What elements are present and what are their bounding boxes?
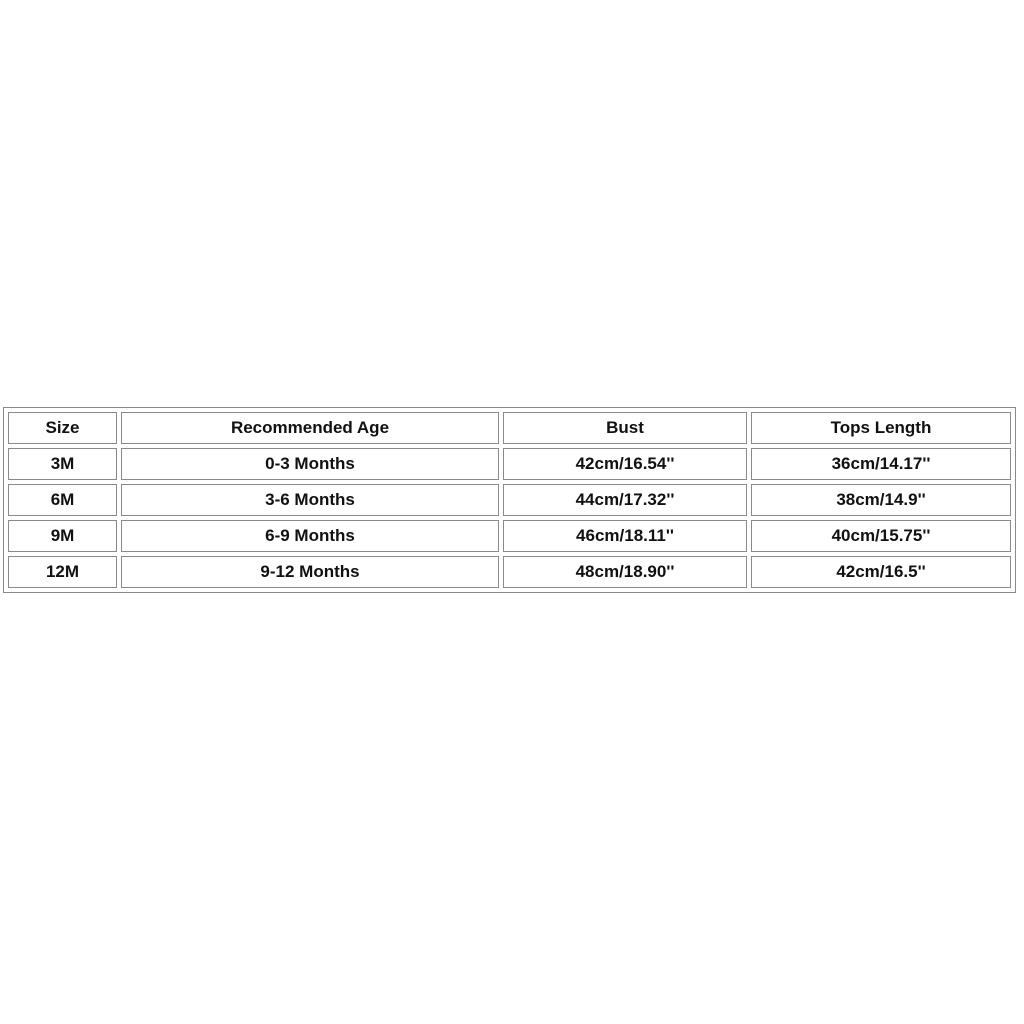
- header-bust: Bust: [503, 412, 747, 444]
- cell-tops-length: 36cm/14.17'': [751, 448, 1011, 480]
- table-row: [8, 484, 1011, 516]
- table-header-row: [8, 412, 1011, 444]
- table-row: [8, 448, 1011, 480]
- cell-size: 6M: [8, 484, 117, 516]
- cell-bust: 48cm/18.90'': [503, 556, 747, 588]
- cell-tops-length: 38cm/14.9'': [751, 484, 1011, 516]
- cell-recommended-age: 9-12 Months: [121, 556, 499, 588]
- cell-size: 3M: [8, 448, 117, 480]
- cell-bust: 44cm/17.32'': [503, 484, 747, 516]
- cell-size: 12M: [8, 556, 117, 588]
- cell-bust: 46cm/18.11'': [503, 520, 747, 552]
- cell-tops-length: 40cm/15.75'': [751, 520, 1011, 552]
- cell-recommended-age: 3-6 Months: [121, 484, 499, 516]
- cell-tops-length: 42cm/16.5'': [751, 556, 1011, 588]
- cell-recommended-age: 6-9 Months: [121, 520, 499, 552]
- header-size: Size: [8, 412, 117, 444]
- header-recommended-age: Recommended Age: [121, 412, 499, 444]
- table-row: [8, 556, 1011, 588]
- cell-size: 9M: [8, 520, 117, 552]
- cell-recommended-age: 0-3 Months: [121, 448, 499, 480]
- table-row: [8, 520, 1011, 552]
- header-tops-length: Tops Length: [751, 412, 1011, 444]
- cell-bust: 42cm/16.54'': [503, 448, 747, 480]
- size-chart-table: [3, 407, 1016, 593]
